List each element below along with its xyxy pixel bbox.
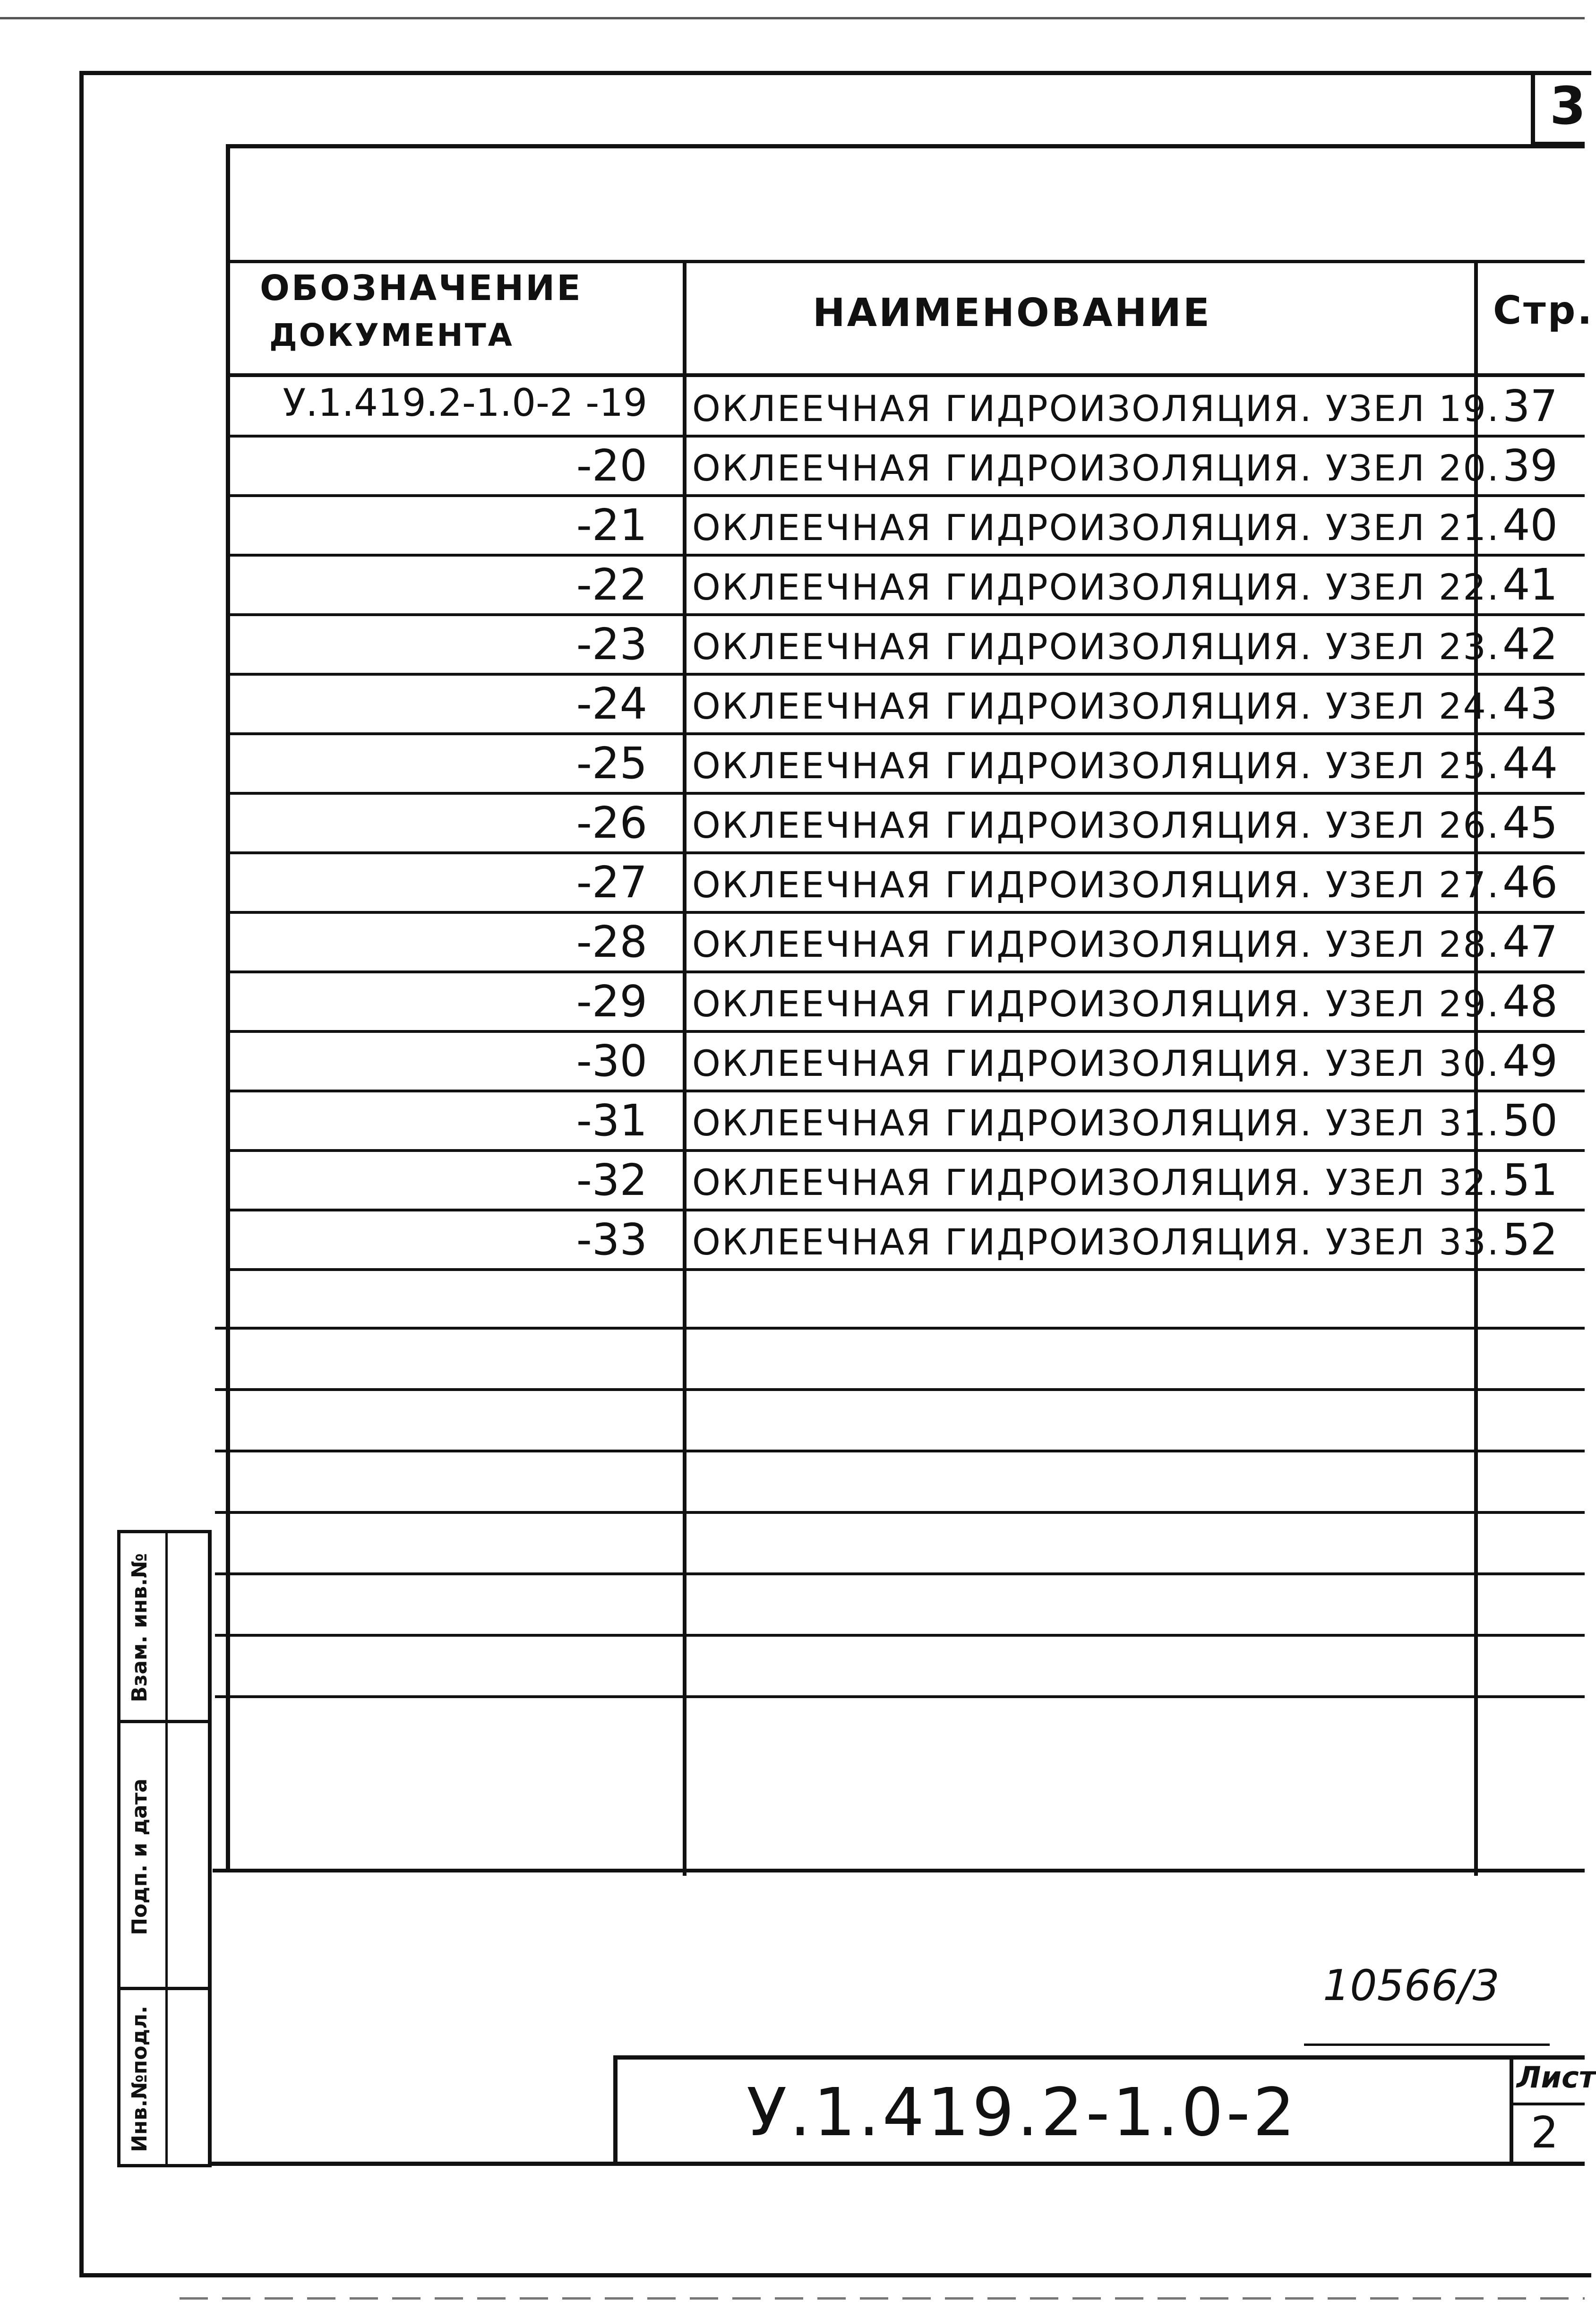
row-page: 39 [1502, 440, 1558, 491]
title-block-sheet-sep [1510, 2103, 1585, 2105]
table-row-line [227, 554, 1585, 557]
row-page: 40 [1502, 500, 1558, 550]
row-code: -33 [576, 1214, 647, 1265]
table-row-line [227, 1030, 1585, 1033]
row-name: ОКЛЕЕЧНАЯ ГИДРОИЗОЛЯЦИЯ. УЗЕЛ 26. [692, 804, 1500, 846]
table-row-line [227, 1209, 1585, 1211]
row-name: ОКЛЕЕЧНАЯ ГИДРОИЗОЛЯЦИЯ. УЗЕЛ 20. [692, 447, 1500, 489]
table-row-line [227, 1149, 1585, 1152]
archive-number: 10566/3 [1323, 1961, 1500, 2010]
row-name: ОКЛЕЕЧНАЯ ГИДРОИЗОЛЯЦИЯ. УЗЕЛ 28. [692, 923, 1500, 965]
side-stamp-right-line [208, 1531, 212, 2164]
sheet-value: 2 [1531, 2107, 1559, 2158]
document-code: У.1.419.2-1.0-2 [747, 2074, 1298, 2151]
row-code: -24 [576, 678, 647, 729]
row-code: -30 [576, 1036, 647, 1086]
sheet-number-top: 3 [1550, 76, 1586, 136]
row-code: -29 [576, 976, 647, 1027]
table-row-line [227, 911, 1585, 914]
row-code: -32 [576, 1155, 647, 1205]
title-block-bottom [208, 2162, 1585, 2166]
side-stamp-left-line [117, 1531, 120, 2164]
scan-edge-bottom [180, 2297, 1585, 2300]
row-page: 47 [1502, 917, 1558, 967]
row-code: -31 [576, 1095, 647, 1146]
row-name: ОКЛЕЕЧНАЯ ГИДРОИЗОЛЯЦИЯ. УЗЕЛ 22. [692, 566, 1500, 608]
row-page: 42 [1502, 619, 1558, 670]
sheet-number-box-border [1531, 71, 1535, 144]
row-page: 43 [1502, 678, 1558, 729]
col-divider-1 [683, 260, 686, 1876]
header-designation [260, 265, 676, 359]
table-bottom-line [213, 1869, 1585, 1872]
header-designation-line1: ОБОЗНАЧЕНИЕ [260, 268, 583, 309]
row-page: 45 [1502, 798, 1558, 848]
row-page: 46 [1502, 857, 1558, 908]
table-row-line [227, 851, 1585, 854]
row-page: 50 [1502, 1095, 1558, 1146]
row-code: -20 [576, 440, 647, 491]
table-top-line [227, 144, 1585, 148]
row-page: 49 [1502, 1036, 1558, 1086]
table-row-line [227, 732, 1585, 735]
row-name: ОКЛЕЕЧНАЯ ГИДРОИЗОЛЯЦИЯ. УЗЕЛ 30. [692, 1042, 1500, 1084]
row-page: 48 [1502, 976, 1558, 1027]
row-name: ОКЛЕЕЧНАЯ ГИДРОИЗОЛЯЦИЯ. УЗЕЛ 19. [692, 387, 1500, 429]
row-page: 41 [1502, 559, 1558, 610]
table-left-line [226, 144, 230, 1869]
row-page: 37 [1502, 381, 1558, 431]
row-name: ОКЛЕЕЧНАЯ ГИДРОИЗОЛЯЦИЯ. УЗЕЛ 31. [692, 1102, 1500, 1144]
empty-row-line [215, 1634, 1585, 1637]
title-block-sheet-divider [1510, 2055, 1513, 2164]
empty-row-line [215, 1572, 1585, 1575]
row-page: 52 [1502, 1214, 1558, 1265]
table-row-line [227, 970, 1585, 973]
header-top-line [227, 260, 1585, 263]
row-name: ОКЛЕЕЧНАЯ ГИДРОИЗОЛЯЦИЯ. УЗЕЛ 27. [692, 864, 1500, 906]
row-name: ОКЛЕЕЧНАЯ ГИДРОИЗОЛЯЦИЯ. УЗЕЛ 25. [692, 745, 1500, 787]
row-page: 51 [1502, 1155, 1558, 1205]
row-code: -23 [576, 619, 647, 670]
title-block-left [613, 2055, 618, 2164]
header-page: Стр. [1493, 288, 1594, 333]
archive-number-underline [1304, 2044, 1550, 2046]
row-code: -27 [576, 857, 647, 908]
row-name: ОКЛЕЕЧНАЯ ГИДРОИЗОЛЯЦИЯ. УЗЕЛ 24. [692, 685, 1500, 727]
empty-row-line [215, 1327, 1585, 1330]
header-name: НАИМЕНОВАНИЕ [813, 291, 1211, 335]
row-name: ОКЛЕЕЧНАЯ ГИДРОИЗОЛЯЦИЯ. УЗЕЛ 32. [692, 1161, 1500, 1203]
stamp-inv-podl: Инв.№подл. [128, 2006, 152, 2152]
stamp-podp-data: Подп. и дата [128, 1778, 152, 1935]
row-code: -22 [576, 559, 647, 610]
table-row-line [227, 494, 1585, 497]
table-row-line [227, 673, 1585, 676]
row-name: ОКЛЕЕЧНАЯ ГИДРОИЗОЛЯЦИЯ. УЗЕЛ 21. [692, 507, 1500, 549]
empty-row-line [215, 1695, 1585, 1698]
table-row-line [227, 613, 1585, 616]
stamp-vzam-inv: Взам. инв.№ [128, 1553, 152, 1702]
row-name: ОКЛЕЕЧНАЯ ГИДРОИЗОЛЯЦИЯ. УЗЕЛ 23. [692, 626, 1500, 668]
row-name: ОКЛЕЕЧНАЯ ГИДРОИЗОЛЯЦИЯ. УЗЕЛ 33. [692, 1221, 1500, 1263]
row-code: -25 [576, 738, 647, 789]
row-code: -26 [576, 798, 647, 848]
row-code: У.1.419.2-1.0-2 -19 [283, 381, 647, 425]
sheet-label: Лист [1517, 2060, 1596, 2095]
row-code: -28 [576, 917, 647, 967]
table-row-line [227, 1090, 1585, 1092]
scan-edge-top [0, 17, 1585, 19]
row-code: -21 [576, 500, 647, 550]
side-stamp-top [117, 1530, 212, 1533]
empty-row-line [215, 1388, 1585, 1391]
title-block-top [614, 2055, 1585, 2060]
empty-row-line [215, 1450, 1585, 1452]
empty-row-line [215, 1511, 1585, 1514]
header-designation-line2: ДОКУМЕНТА [269, 317, 514, 353]
table-row-line [227, 1268, 1585, 1271]
row-name: ОКЛЕЕЧНАЯ ГИДРОИЗОЛЯЦИЯ. УЗЕЛ 29. [692, 983, 1500, 1025]
row-page: 44 [1502, 738, 1558, 789]
side-stamp-mid-line [165, 1531, 168, 2164]
header-bottom-line [227, 373, 1585, 377]
table-row-line [227, 435, 1585, 438]
table-row-line [227, 792, 1585, 795]
